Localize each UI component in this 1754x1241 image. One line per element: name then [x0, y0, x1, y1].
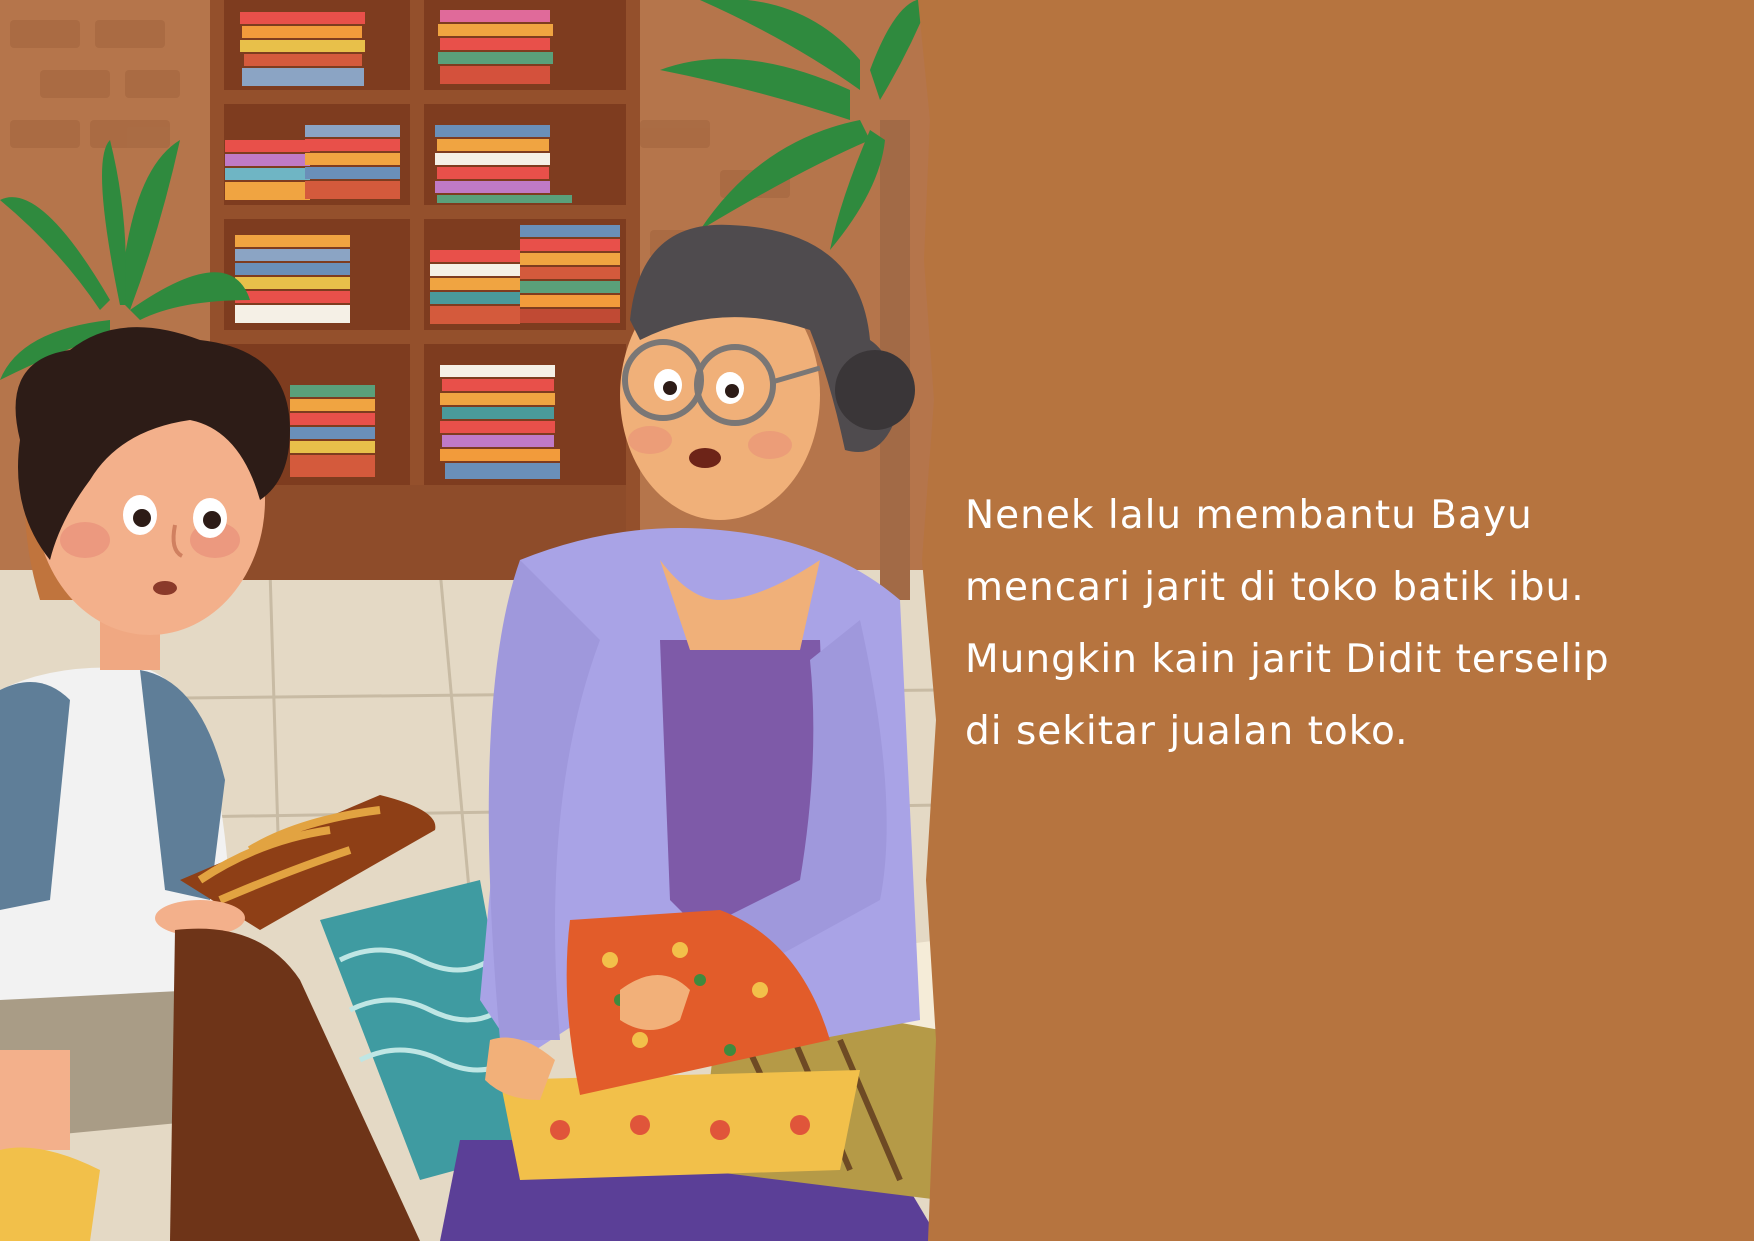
story-text [965, 480, 1725, 768]
story-line-1: Nenek lalu membantu Bayu [965, 493, 1533, 538]
story-line-4: di sekitar jualan toko. [965, 709, 1409, 754]
story-line-3: Mungkin kain jarit Didit terselip [965, 637, 1610, 682]
boy-mouth [153, 581, 177, 595]
grandmother-mouth [689, 448, 721, 468]
story-line-2: mencari jarit di toko batik ibu. [965, 565, 1585, 610]
grandmother-hair-bun [835, 350, 915, 430]
